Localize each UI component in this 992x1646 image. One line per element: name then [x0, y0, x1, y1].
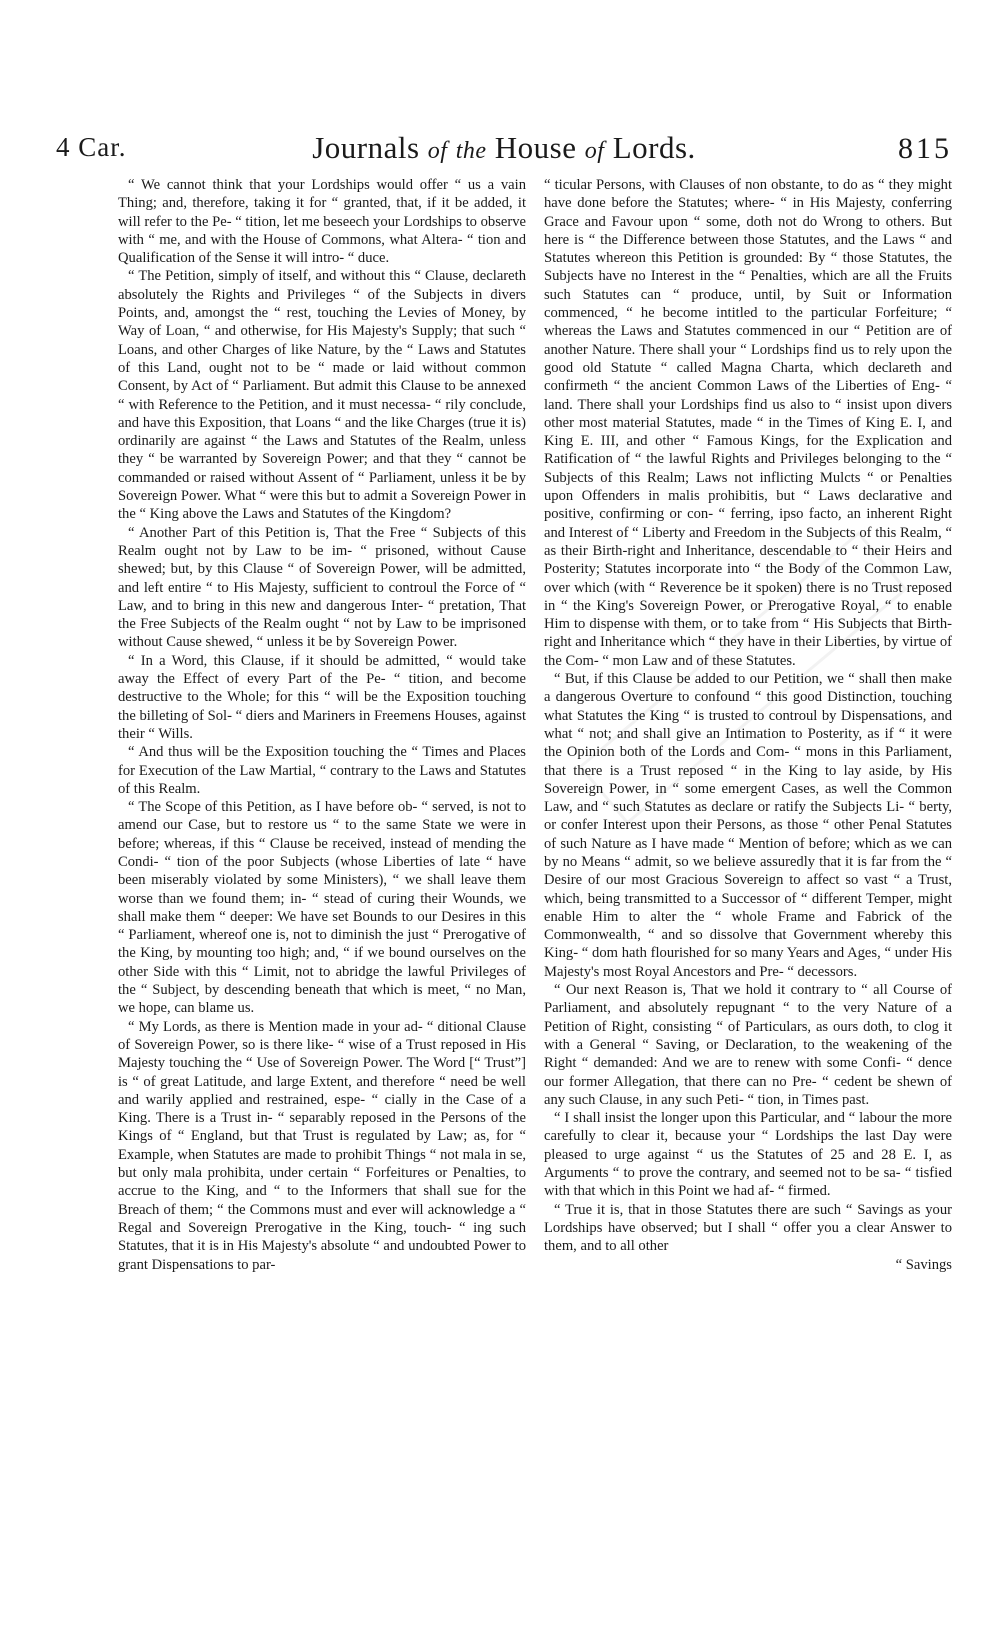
paragraph: “ But, if this Clause be added to our Petition, we “ shall then make a dangerous Overture to confound “ this good Distinction, touching what Statutes the King “ is trusted to controul by Dispensations, and what “ not; and shall give an Intimation to Posterity, as if “ it were the Opinion both of the Lords and Com- “ mons in this Parliament, that there is a Trust reposed “ in the King to lay aside, by His Sovereign Power, in “ some emergent Cases, as well the Common Law, and “ such Statutes as declare or ratify the Subjects Li- “ berty, or confer Interest upon their Persons, as those “ other Penal Statutes of such Nature as I have made “ Mention of before; which as we can by no Means “ admit, so we believe assuredly that it is far from the “ Desire of our most Gracious Sovereign to affect so vast “ a Trust, which, being transmitted to a Successor of “ different Temper, might enable Him to alter the “ whole Frame and Fabrick of the Commonwealth, “ and so dissolve that Government whereby this King- “ dom hath flourished for so many Years and Ages, “ under His Majesty's most Royal Ancestors and Pre- “ decessors. — [544, 671, 952, 980]
regnal-year: 4 Car. — [56, 132, 127, 162]
paragraph: “ My Lords, as there is Mention made in your ad- “ ditional Clause of Sovereign Power, so is there like- “ wise of a Trust reposed in His Majesty touching the “ Use of Sovereign Power. The Word [“ Trust”] is “ of great Latitude, and large Extent, and therefore “ need be well and warily applied and restrained, espe- “ cially in the Case of a King. There is a Trust in- “ separably reposed in the Persons of the Kings of “ England, but that Trust is regulated by Law; as, for “ Example, when Statutes are made to prohibit Things “ not mala in se, but only mala prohibita, under certain “ Forfeitures or Penalties, to accrue to the King, and “ to the Informers that shall sue for the Breach of them; “ the Commons must and ever will acknowledge a “ Regal and Sovereign Prerogative in the King, touch- “ ing such Statutes, that it is in His Majesty's absolute “ and undoubted Power to grant Dispensations to par- — [118, 1018, 526, 1273]
paragraph: “ In a Word, this Clause, if it should be admitted, “ would take away the Effect of every Part of the Pe- “ tition, and become destructive to the Whole; for this “ will be the Exposition touching the billeting of Sol- “ diers and Mariners in Freemens Houses, against their “ Wills. — [118, 652, 526, 742]
paragraph: “ Another Part of this Petition is, That the Free “ Subjects of this Realm ought not by Law to be im- “ prisoned, without Cause shewed; but, by this Clause “ of Sovereign Power, will be admitted, and left entire “ to His Majesty, sufficient to controul the Force of “ Law, and to bring in this new and dangerous Inter- “ pretation, That the Free Subjects of the Realm ought “ not by Law to be imprisoned without Cause shewed, “ unless it be by Sovereign Power. — [118, 524, 526, 651]
text-columns — [118, 176, 952, 1274]
paragraph: “ The Petition, simply of itself, and without this “ Clause, declareth absolutely the Rights and Privileges “ of the Subjects in divers Points, and, amongst the “ rest, touching the Levies of Money, by Way of Loan, “ and otherwise, for His Majesty's Supply; that such “ Loans, and other Charges of like Nature, by the “ Laws and Statutes of this Land, ought not to be “ made or laid without common Consent, by Act of “ Parliament. But admit this Clause to be annexed “ with Reference to the Petition, and it must necessa- “ rily conclude, and have this Exposition, that Loans “ and the like Charges (true it is) ordinarily are against “ the Laws and Statutes of the Realm, unless they “ be warranted by Sovereign Power; and that they “ cannot be commanded or raised without Assent of “ Parliament, unless it be by Sovereign Power. What “ were this but to admit a Sovereign Power in the “ King above the Laws and Statutes of the Kingdom? — [118, 268, 526, 523]
title-of-2: of — [584, 138, 605, 164]
right-column — [544, 176, 952, 1274]
paragraph: “ True it is, that in those Statutes there are such “ Savings as your Lordships have observed; but I shall “ offer you a clear Answer to them, and to all other — [544, 1201, 952, 1255]
title-lords: Lords. — [612, 130, 696, 165]
paragraph-continued: “ ticular Persons, with Clauses of non obstante, to do as “ they might have done before the Statutes; where- “ in His Majesty, conferring Grace and Favour upon “ some, doth not do Wrong to others. But here is “ the Difference between those Statutes, and the Laws “ and Statutes whereon this Petition is grounded: By “ those Statutes, the Subjects have no Interest in the “ Penalties, which are all the Fruits such Statutes can “ produce, until, by Suit or Information commenced, “ he become intitled to the particular Forfeiture; “ whereas the Laws and Statutes commenced in our “ Petition are of another Nature. There shall your “ Lordships find us to rely upon the good old Statute “ called Magna Charta, which declareth and confirmeth “ the ancient Common Laws of the Liberties of Eng- “ land. There shall your Lordships find us also to “ insist upon divers other most material Statutes, made “ in the Times of King E. I, and King E. III, and other “ Famous Kings, for the Explication and Ratification of “ the lawful Rights and Privileges belonging to the “ Subjects of this Realm; Laws not inflicting Mulcts “ or Penalties upon Offenders in malis prohibitis, but “ Laws declarative and positive, confirming or con- “ ferring, ipso facto, an inherent Right and Interest of “ Liberty and Freedom in the Subjects of this Realm, “ as their Birth-right and Inheritance, descendable to “ their Heirs and Posterity; Statutes incorporate into “ the Body of the Common Law, over which (with “ Reverence be it spoken) there is no Trust reposed in “ the King's Sovereign Power, or Prerogative Royal, “ to enable Him to dispense with them, or to take from “ His Subjects that Birth-right and Inheritance which “ they have in their Liberties, by virtue of the Com- “ mon Law and of these Statutes. — [544, 177, 952, 669]
page-number: 815 — [898, 132, 952, 165]
paragraph: “ I shall insist the longer upon this Particular, and “ labour the more carefully to clear it, because your “ Lordships the last Day were pleased to urge against “ us the Statutes of 25 and 28 E. I, as Arguments “ to prove the contrary, and seemed not to be sa- “ tisfied with that which in this Point we had af- “ firmed. — [544, 1110, 952, 1200]
paragraph: “ Our next Reason is, That we hold it contrary to “ all Course of Parliament, and absolutely repugnant “ to the very Nature of a Petition of Right, consisting “ of Particulars, as ours doth, to clog it with a General “ Saving, or Declaration, to the weakening of the Right “ demanded: And we are to renew with some Confi- “ dence our former Allegation, that there can no Pre- “ cedent be shewn of any such Clause, in any such Peti- “ tion, in Times past. — [544, 982, 952, 1108]
title-the: the — [455, 138, 487, 164]
paragraph: “ The Scope of this Petition, as I have before ob- “ served, is not to amend our Case, but to restore us “ to the same State we were in before; whereas, if this “ Clause be received, instead of mending the Condi- “ tion of the poor Subjects (whose Liberties of late “ have been miserably violated by some Ministers), “ we shall leave them worse than we found them; in- “ stead of curing their Wounds, we shall make them “ deeper: We have set Bounds to our Desires in this “ Parliament, whereof one is, not to diminish the just “ Prerogative of the King, by mounting too high; and, “ if we bound ourselves on the other Side with this “ Limit, not to abridge the lawful Privileges of the “ Subject, by descending beneath that which is meet, “ no Man, we hope, can blame us. — [118, 799, 526, 1017]
paragraph: “ And thus will be the Exposition touching the “ Times and Places for Execution of the Law Martial, “ contrary to the Laws and Statutes of this Realm. — [118, 744, 526, 797]
title-house: House — [494, 130, 577, 165]
title-journals: Journals — [312, 130, 420, 165]
left-column — [118, 176, 526, 1274]
running-header — [56, 130, 952, 174]
paragraph: “ We cannot think that your Lordships would offer “ us a vain Thing; and, therefore, taking it for “ granted, that, if it be added, it will refer to the Pe- “ tition, let me beseech your Lordships to observe with “ me, and with the House of Commons, what Altera- “ tion and Qualification of the Sense it will intro- “ duce. — [118, 177, 526, 267]
page-title — [56, 130, 952, 166]
catchword: “ Savings — [895, 1256, 952, 1273]
title-of: of — [427, 138, 448, 164]
